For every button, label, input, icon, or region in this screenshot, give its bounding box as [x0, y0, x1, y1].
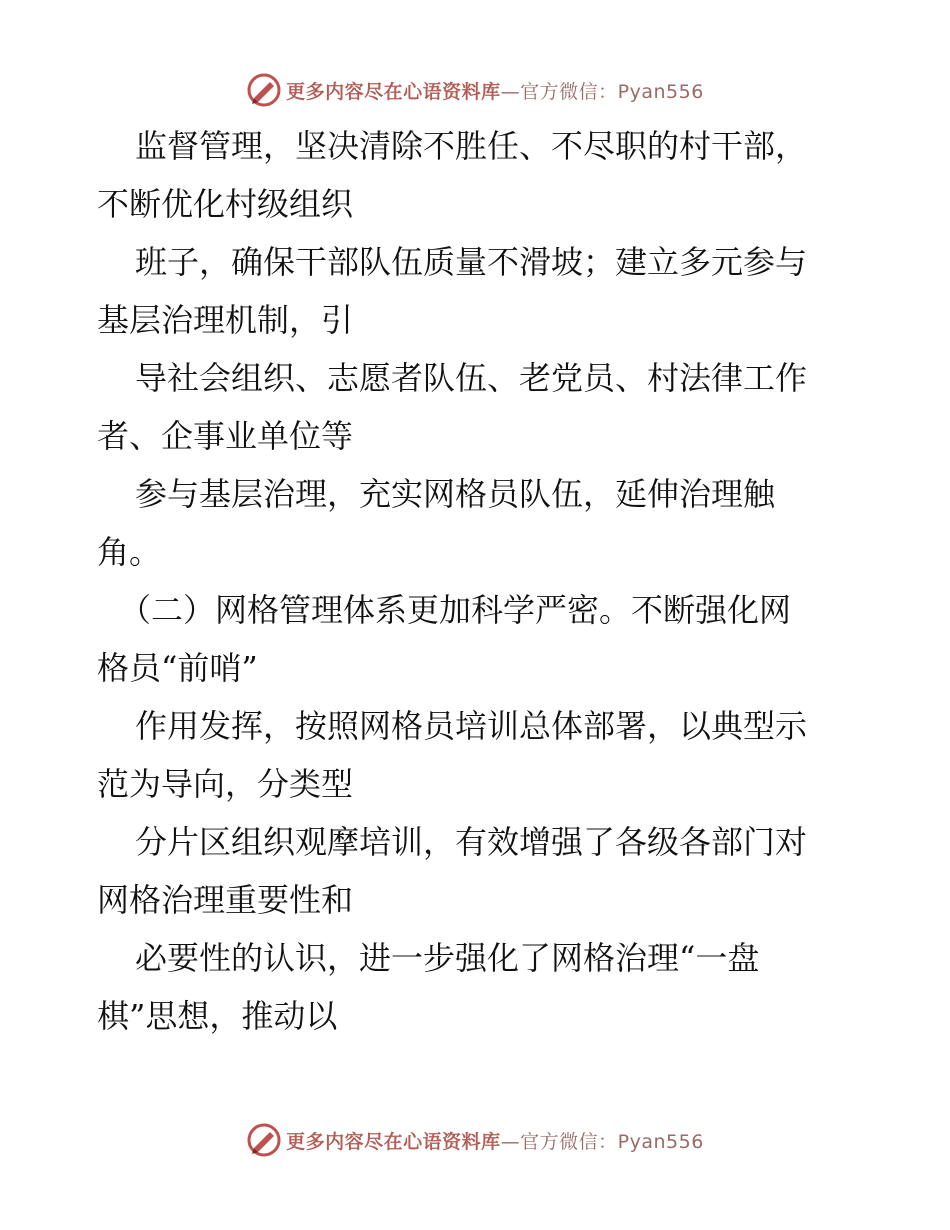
footer-watermark [0, 1120, 950, 1160]
text-line: 棋”思想，推动以 [97, 997, 338, 1035]
text-line: 必要性的认识，进一步强化了网格治理“一盘 [135, 939, 760, 977]
text-line: 基层治理机制，引 [97, 301, 354, 339]
watermark-sub-text: —官方微信：Pyan556 [500, 1130, 704, 1153]
text-line: 导社会组织、志愿者队伍、老党员、村法律工作 [135, 359, 808, 397]
watermark-sub-text: —官方微信：Pyan556 [500, 80, 704, 103]
text-line: 参与基层治理，充实网格员队伍，延伸治理触 [135, 475, 776, 513]
text-line: 分片区组织观摩培训，有效增强了各级各部门对 [135, 823, 808, 861]
text-line: 不断优化村级组织 [97, 185, 354, 223]
text-line: 格员“前哨” [97, 649, 258, 687]
text-line: 角。 [97, 533, 162, 571]
text-line: 范为导向，分类型 [97, 765, 354, 803]
document-body [97, 117, 867, 1045]
text-line: 作用发挥，按照网格员培训总体部署，以典型示 [135, 707, 808, 745]
text-line: 者、企事业单位等 [97, 417, 354, 455]
text-line: 网格治理重要性和 [97, 881, 354, 919]
text-line: 监督管理，坚决清除不胜任、不尽职的村干部， [135, 127, 808, 165]
pen-logo-icon [246, 72, 282, 108]
watermark-main-text: 更多内容尽在心语资料库 [286, 80, 501, 103]
watermark-main-text: 更多内容尽在心语资料库 [286, 1130, 501, 1153]
text-line: 班子，确保干部队伍质量不滑坡；建立多元参与 [135, 243, 808, 281]
pen-logo-icon [246, 1122, 282, 1158]
section-heading-line: （二）网格管理体系更加科学严密。不断强化网 [119, 591, 792, 629]
header-watermark [0, 70, 950, 110]
